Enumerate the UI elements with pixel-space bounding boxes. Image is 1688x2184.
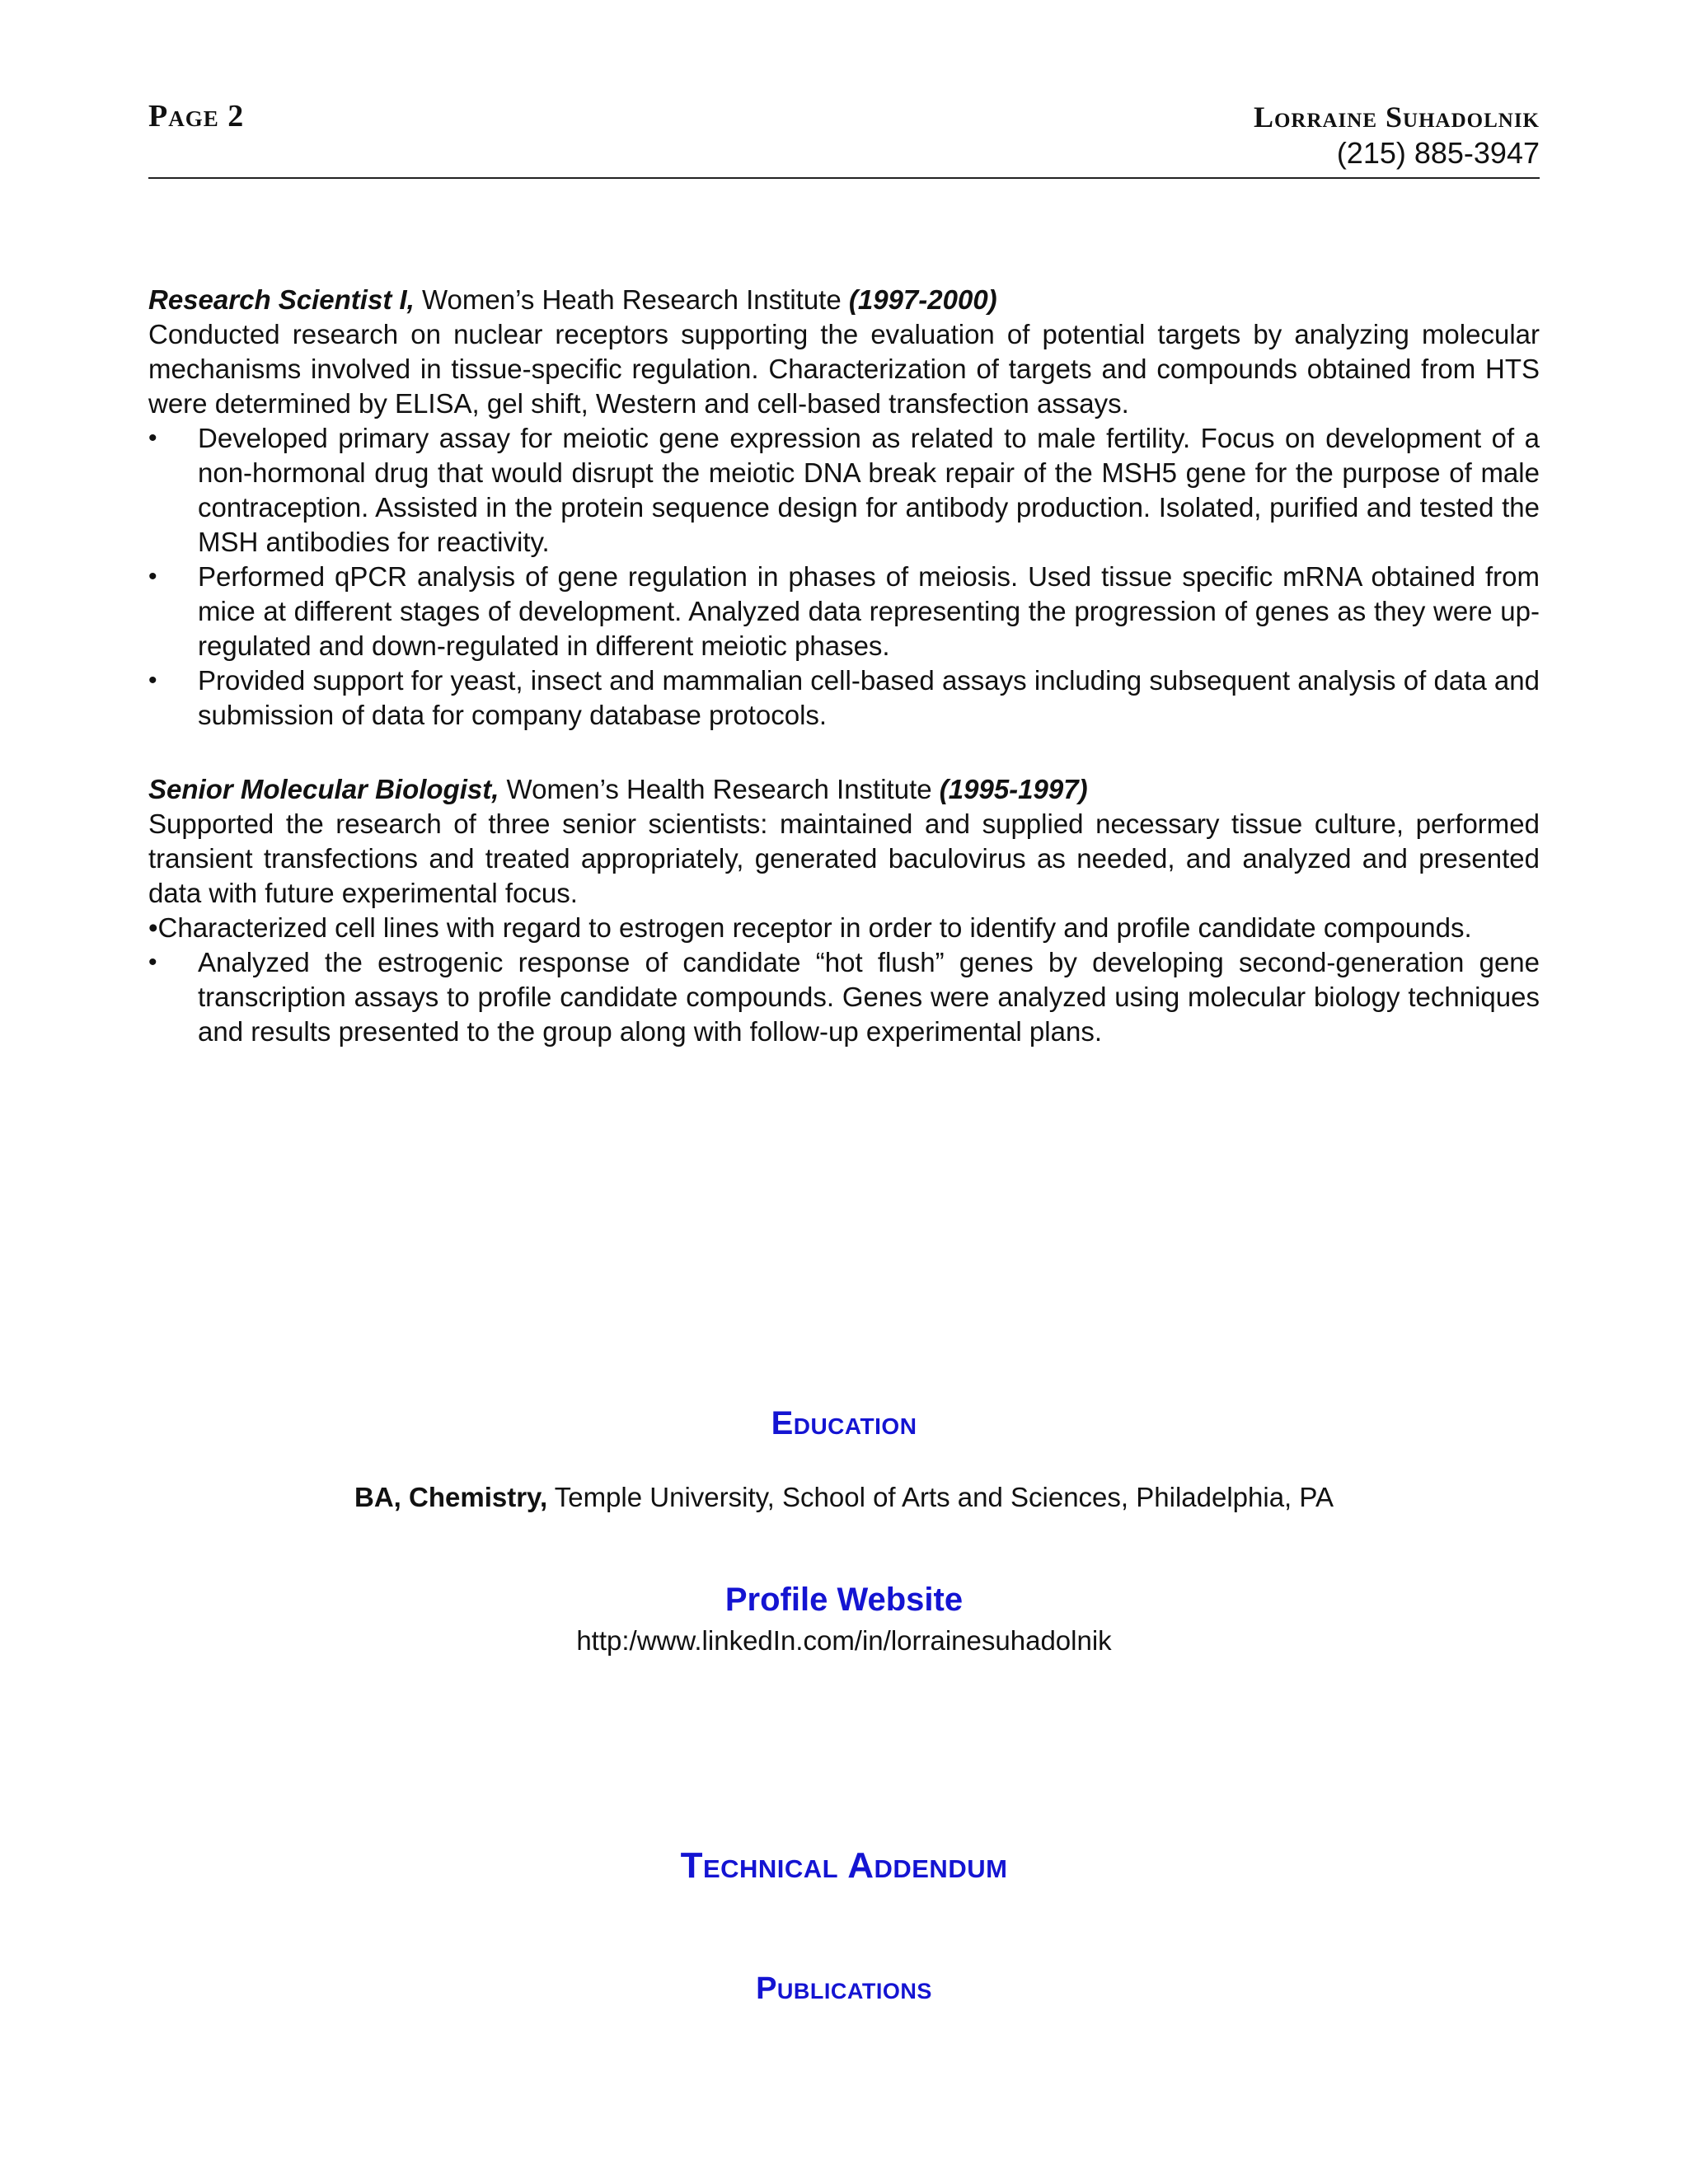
job-bullet-list [148,421,1540,733]
school: Temple University, School of Arts and Sciences, Philadelphia, PA [547,1482,1334,1512]
profile-url[interactable]: http:/www.linkedIn.com/in/lorrainesuhadolnik [576,1625,1112,1656]
list-item: • Provided support for yeast, insect and mammalian cell-based assays including subsequent analysis of data and submission of data for company database protocols. [148,663,1540,733]
header-contact [1254,99,1540,171]
list-item: • Developed primary assay for meiotic gene expression as related to male fertility. Focus on development of a non-hormonal drug that would disrupt the meiotic DNA break repair of the MSH5 gene for the purpose of male contraception. Assisted in the protein sequence design for antibody production. Isolated, purified and tested the MSH antibodies for reactivity. [148,421,1540,560]
degree: BA, Chemistry, [354,1482,548,1512]
job-dates: (1997-2000) [848,284,997,315]
list-item: • Performed qPCR analysis of gene regulation in phases of meiosis. Used tissue specific mRNA obtained from mice at different stages of development. Analyzed data representing the progression of genes as they were up-regulated and down-regulated in different meiotic phases. [148,560,1540,663]
profile-heading: Profile Website [724,1582,964,1618]
header-divider [148,177,1540,179]
education-entry [148,1480,1540,1515]
job-summary: Supported the research of three senior scientists: maintained and supplied necessary tissue culture, performed transient transfections and treated appropriately, generated baculovirus as needed, and analyzed and presented data with future experimental focus. [148,808,1540,908]
education-heading: Education [771,1405,917,1441]
job-title-line [148,283,1540,317]
job-entry-research-scientist [148,283,1540,733]
job-dates: (1995-1997) [939,774,1088,804]
candidate-phone: (215) 885-3947 [1336,136,1540,170]
job-bullet-list [148,945,1540,1049]
inline-bullet: •Characterized cell lines with regard to estrogen receptor in order to identify and profile candidate compounds. [148,912,1472,943]
candidate-name: Lorraine Suhadolnik [1253,101,1540,134]
technical-addendum-heading: Technical Addendum [680,1845,1008,1886]
job-summary: Conducted research on nuclear receptors supporting the evaluation of potential targets by analyzing molecular mechanisms involved in tissue-specific regulation. Characterization of targets and compounds obtained from HTS were determined by ELISA, gel shift, Western and cell-based transfection assays. [148,319,1540,419]
page-label: Page 2 [148,99,245,134]
job-title-line [148,772,1540,807]
job-entry-senior-molecular-biologist [148,772,1540,1049]
publications-heading: Publications [756,1971,932,2006]
job-title: Research Scientist I, [148,284,415,315]
job-organization: Women’s Heath Research Institute [414,284,849,315]
job-organization: Women’s Health Research Institute [499,774,940,804]
list-item: • Analyzed the estrogenic response of candidate “hot flush” genes by developing second-generation gene transcription assays to profile candidate compounds. Genes were analyzed using molecular biology techniques and results presented to the group along with follow-up experimental plans. [148,945,1540,1049]
job-title: Senior Molecular Biologist, [148,774,499,804]
